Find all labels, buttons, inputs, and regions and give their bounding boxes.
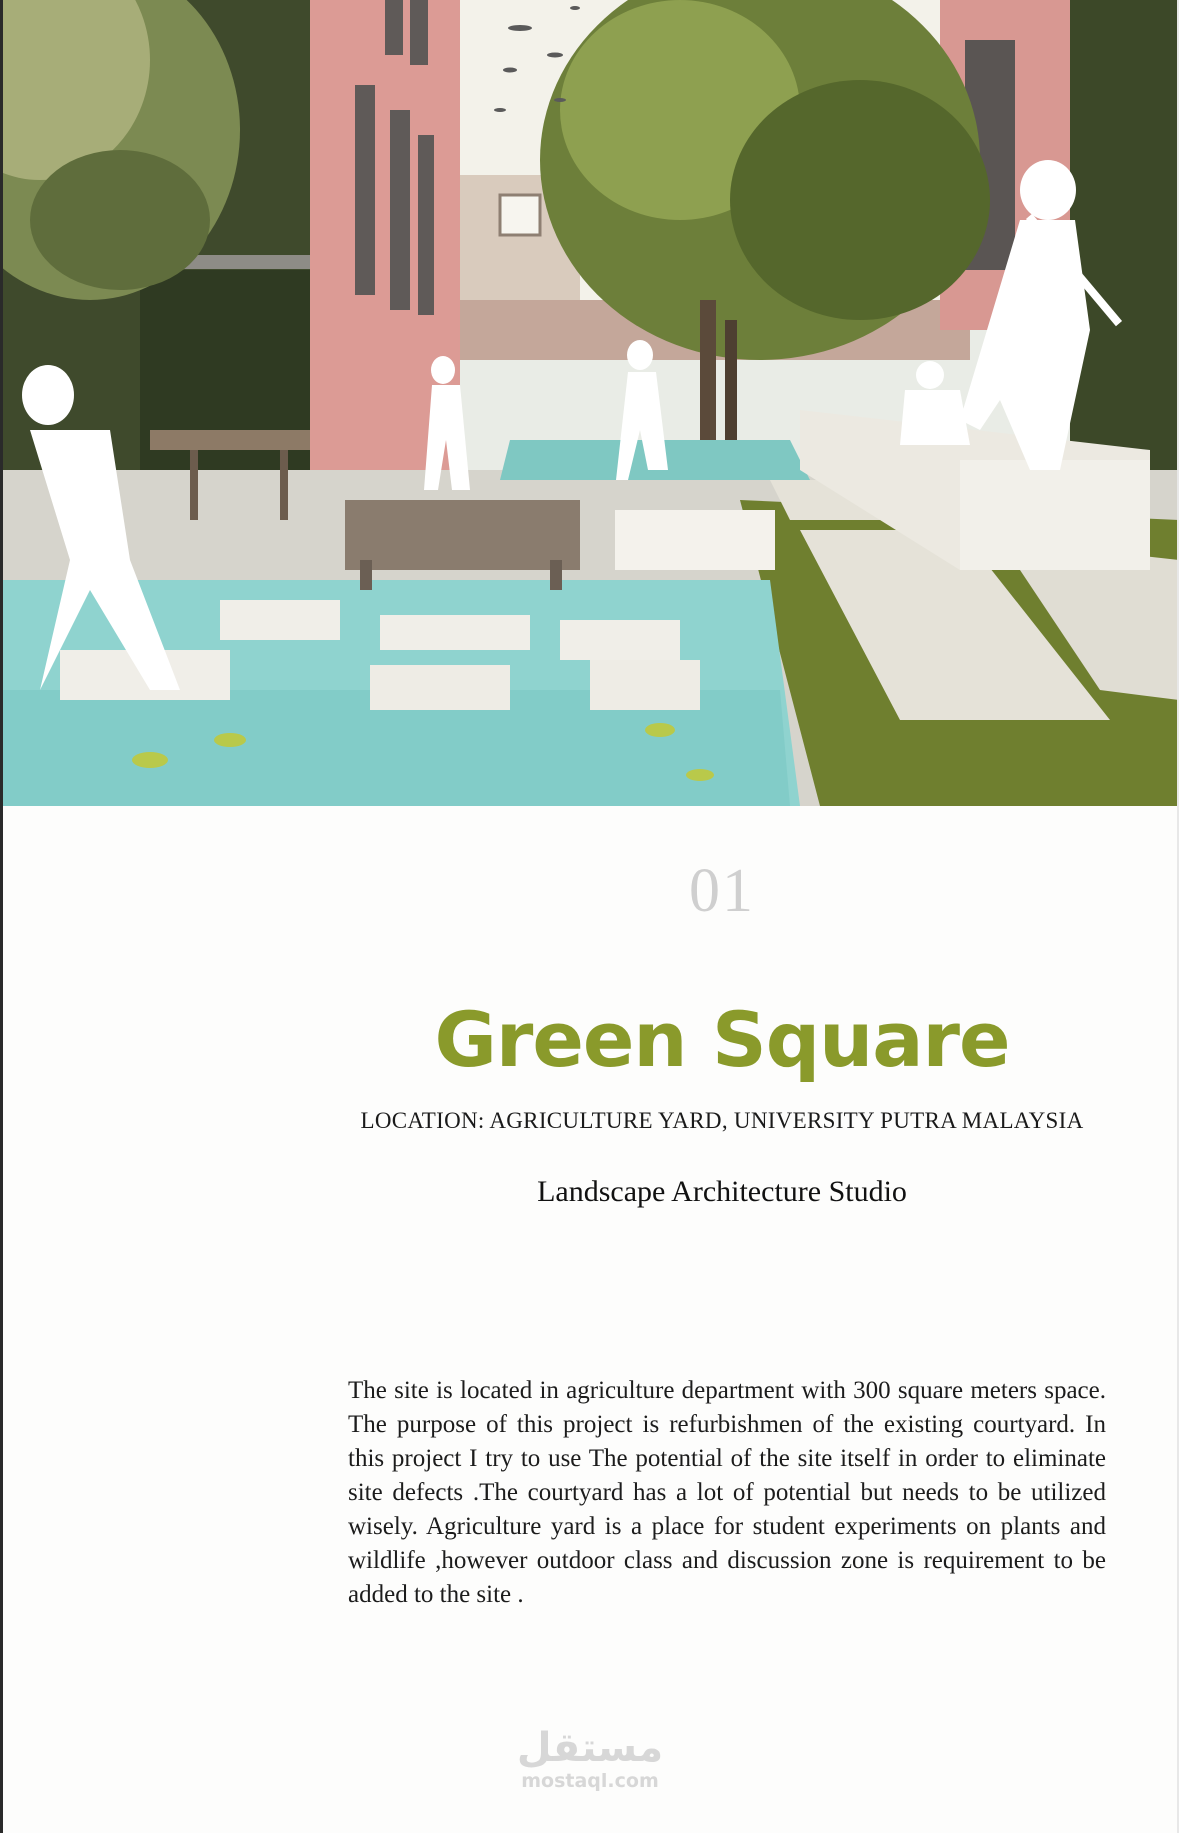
watermark-arabic-text: مستقل xyxy=(516,1725,664,1771)
project-number: 01 xyxy=(689,857,755,925)
page-left-border xyxy=(0,0,3,1833)
project-title: Green Square xyxy=(434,995,1010,1084)
project-location: LOCATION: AGRICULTURE YARD, UNIVERSITY PUTRA MALAYSIA xyxy=(360,1108,1084,1133)
studio-name: Landscape Architecture Studio xyxy=(537,1175,907,1208)
mostaql-watermark xyxy=(500,1725,680,1791)
watermark-latin-text: mostaql.com xyxy=(521,1770,659,1792)
project-description: The site is located in agriculture department with 300 square meters space. The purpose of this project is refurbishmen of the existing courtyard. In this project I try to use The potential of the site itself in order to eliminate site defects .The courtyard has a lot of potential but needs to be utilized wisely. Agriculture yard is a place for student experiments on plants and wildlife ,however outdoor class and discussion zone is requirement to be added to the site . xyxy=(348,1377,1106,1608)
courtyard-rendering-image xyxy=(0,0,1179,806)
